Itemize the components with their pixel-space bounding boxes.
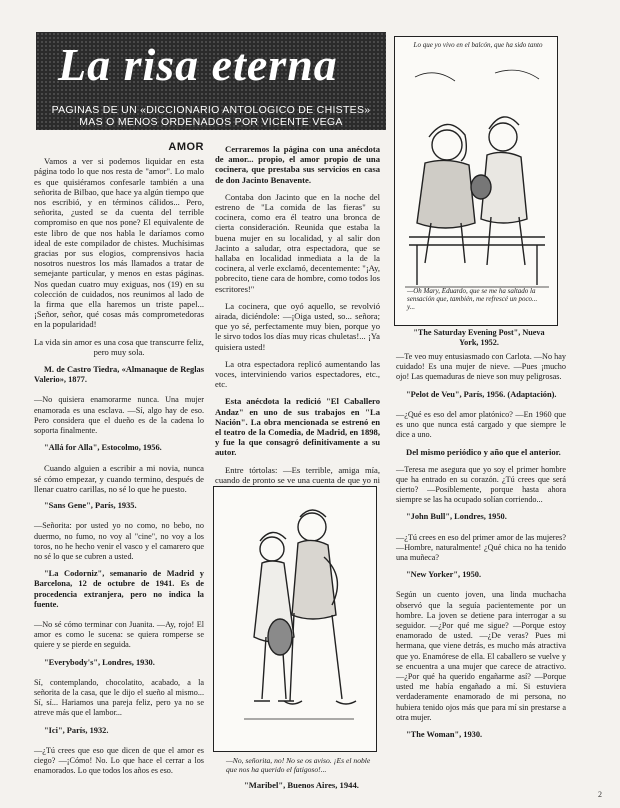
cartoon-post-caption: —Oh Mary, Eduardo, que se me ha saltado la sensación que, también, me refrescé un poco... y... — [407, 287, 538, 311]
column2-paragraph: Contaba don Jacinto que en la noche del estreno de "La comida de las fieras" su cocinera, como era él teatro una bronca de cierta consideración. Reunida que estaba la buena mujer en su localidad, y al salir don Jacinto a saludar, otra espectadora, que se hallaba en localidad inmediata a la de la cocinera, al verle exclamó, decentemente: "¡Ay, pobrecito, tiene cara de hombre, como todos los escritores!" — [215, 191, 380, 294]
column3-paragraph: —¿Qué es eso del amor platónico? —En 1960 que es uno que nunca está cargado y que siempre le dice a uno. — [396, 409, 566, 440]
column3-paragraph: Según un cuento joven, una linda muchacha observó que la seguía pacientemente por un hombre. La joven se detiene para interrogar a su seguidor. —¿Por qué me sigue? —Porque estoy enamorado de usted. —¿De veras? Pues mi hermana, que viene detrás, es mucho más atractiva que yo. Enamórese de ella. El caballero se vuelve y se encuentra a una mujer que carece de atractivo. —¿Por qué ha querido engañarme así? —Porque usted me había engañado a mí. Si estuviera verdaderamente enamorado de mi persona, no hubiera tenido ojos más que para mí sin prestarse a otra mujer. — [396, 590, 566, 722]
banner-subtitle-1: PAGINAS DE UN «DICCIONARIO ANTOLOGICO DE CHISTES» — [51, 104, 371, 116]
cartoon-maribel-source: "Maribel", Buenos Aires, 1944. — [244, 780, 359, 790]
column3-paragraph: —Te veo muy entusiasmado con Carlota. —No hay cuidado! Es una mujer de nieve. —Pues ¡mucho ojo! Las quemaduras de nieve son muy peligrosas. — [396, 352, 566, 382]
column2-paragraph: La cocinera, que oyó aquello, se revolvió airada, diciéndole: —¡Oiga usted, so... señora; que yo sé, perfectamente muy bien, porque yo le sirvo todos los días muy ricas chuletas!... ¡Ya quisiera usted! — [215, 300, 380, 352]
column2-paragraph: Esta anécdota la redició "El Caballero Andaz" en uno de sus trabajos en "La Nación". La obra mencionada se estrenó en el teatro de la Comedia, de Madrid, en 1898, y fue la que consagró definitivamente a su autor. — [215, 396, 380, 458]
title-banner — [36, 32, 386, 130]
column1-paragraph: "Everybody's", Londres, 1930. — [44, 657, 155, 667]
cartoon-top-caption: Lo que yo vivo en el balcón, que ha sido tanto — [413, 41, 543, 49]
column2-paragraph: Entre tórtolas: —Es terrible, amiga mía, cuando de pronto se ve una cuenta de que yo ni — [215, 464, 380, 485]
column-2 — [215, 144, 380, 485]
cartoon-saturday-evening-post — [394, 36, 558, 326]
column1-paragraph: —No sé cómo terminar con Juanita. —Ay, rojo! El amor es como le sucena: se quiera romperse se quiere y se pierde en seguida. — [34, 619, 204, 650]
column1-paragraph: —Señorita: por usted yo no como, no bebo, no duermo, no fumo, no voy al "cine", no voy a los toros, no he hecho venir el vasco y el camarero que no sé lo que se cubren a usted. — [34, 521, 204, 561]
cartoon-maribel — [213, 486, 377, 752]
column3-paragraph: —¿Tú crees en eso del primer amor de las mujeres? —Hombre, naturalmente! ¿Qué chica no ha tenido una muñeca? — [396, 532, 566, 563]
column1-paragraph: "Ici", París, 1932. — [44, 725, 109, 735]
column1-paragraph: La vida sin amor es una cosa que transcurre feliz, pero muy sola. — [34, 336, 204, 357]
column1-paragraph: "La Codorniz", semanario de Madrid y Barcelona, 12 de octubre de 1941. Es de procedencia extranjera, pero no indica la fuente. — [34, 569, 204, 609]
section-heading-amor: AMOR — [168, 141, 204, 153]
column-3 — [396, 352, 566, 798]
page-number: 2 — [598, 790, 602, 799]
column2-paragraph: La otra espectadora replicó aumentando las voces, interviniendo varios espectadores, etc., etc. — [215, 358, 380, 390]
column1-paragraph: Vamos a ver si podemos liquidar en esta página todo lo que nos resta de "amor". Lo malo es que quisiéramos confesarle también a una señorita de Bilbao, que hace ya algún tiempo que nos escribió, y en términos cálidos... Pero, señorita, ¿usted se da cuenta del terrible compromiso en que nos pone? El equivalente de este libro de que nos habla le daríamos como ideal de este compilador de chistes. Muchísimas gracias por sus elogios, comprensivos hacia nosotros nuestros los más llamados a tratar de semejante particular, y menos en estas páginas. Nos quedan cuatro muy exiguas, nos (19) en su colección de cuidados, nos reunimos al lado de la firma que ella haremos un triste papel... ¡Señor, señor, qué cosas más comprometedoras en la popularidad! — [34, 156, 204, 330]
column-1-body — [34, 156, 204, 776]
cartoon-post-source: "The Saturday Evening Post", Nueva York, 1952. — [413, 328, 545, 347]
column1-paragraph: M. de Castro Tiedra, «Almanaque de Reglas Valerio», 1877. — [34, 365, 204, 385]
column3-paragraph: —Teresa me asegura que yo soy el primer hombre que ha entrado en su corazón. ¿Tú crees que será cierto? —Posiblemente, porque hasta ahora siempre se las ha ocupado solían corriendo... — [396, 464, 566, 505]
cartoon-couple-drawing — [214, 487, 376, 751]
column3-paragraph: "Pelot de Veu", París, 1956. (Adaptación). — [406, 389, 557, 399]
column1-paragraph: Cuando alguien a escribir a mi novia, nunca sé cómo empezar, y cuando termino, después de llenar cuatro carillas, no sé lo que he puesto. — [34, 463, 204, 494]
column3-paragraph: Del mismo periódico y año que el anterior. — [406, 447, 561, 458]
column1-paragraph: —¿Tú crees que eso que dicen de que el amor es ciego? —¡Cómo! No. Lo que hace el cerrar a los enamorados. Lo que todos los años es eso. — [34, 745, 204, 776]
column1-paragraph: —No quisiera enamorarme nunca. Una mujer enamorada es una esclava. —Sí, algo hay de eso. Pero considera que el dueño es de la cadena lo soporta finalmente. — [34, 395, 204, 436]
column1-paragraph: "Sans Gene", París, 1935. — [44, 501, 137, 511]
banner-title: La risa eterna — [58, 39, 338, 90]
column1-paragraph: Sí, contemplando, chocolatito, acabado, a la señorita de la casa, que le dijo el sueño al mismo... Sí, sí... Hariamos una pareja feliz, pero ya no se atreve más que el lambor... — [34, 677, 204, 718]
column3-paragraph: "John Bull", Londres, 1950. — [406, 512, 507, 522]
column3-paragraph: "New Yorker", 1950. — [406, 570, 482, 580]
banner-subtitle-2: MAS O MENOS ORDENADOS POR VICENTE VEGA — [79, 116, 343, 128]
column-2-body — [215, 144, 380, 513]
column3-paragraph: "The Woman", 1930. — [406, 730, 483, 740]
cartoon-bench-couple-drawing — [395, 37, 557, 325]
column2-paragraph: Cerraremos la página con una anécdota de amor... propio, el amor propio de una cocinera, que prestaba sus servicios en casa de don Jacinto Benavente. — [215, 144, 380, 185]
column-3-body — [396, 352, 566, 740]
cartoon-maribel-caption: —No, señorita, no! No se os aviso. ¡Es el noble que nos ha querido el fatigoso!... — [226, 756, 371, 774]
column1-paragraph: "Allá for Alla", Estocolmo, 1956. — [44, 443, 162, 453]
column-1 — [34, 142, 204, 802]
